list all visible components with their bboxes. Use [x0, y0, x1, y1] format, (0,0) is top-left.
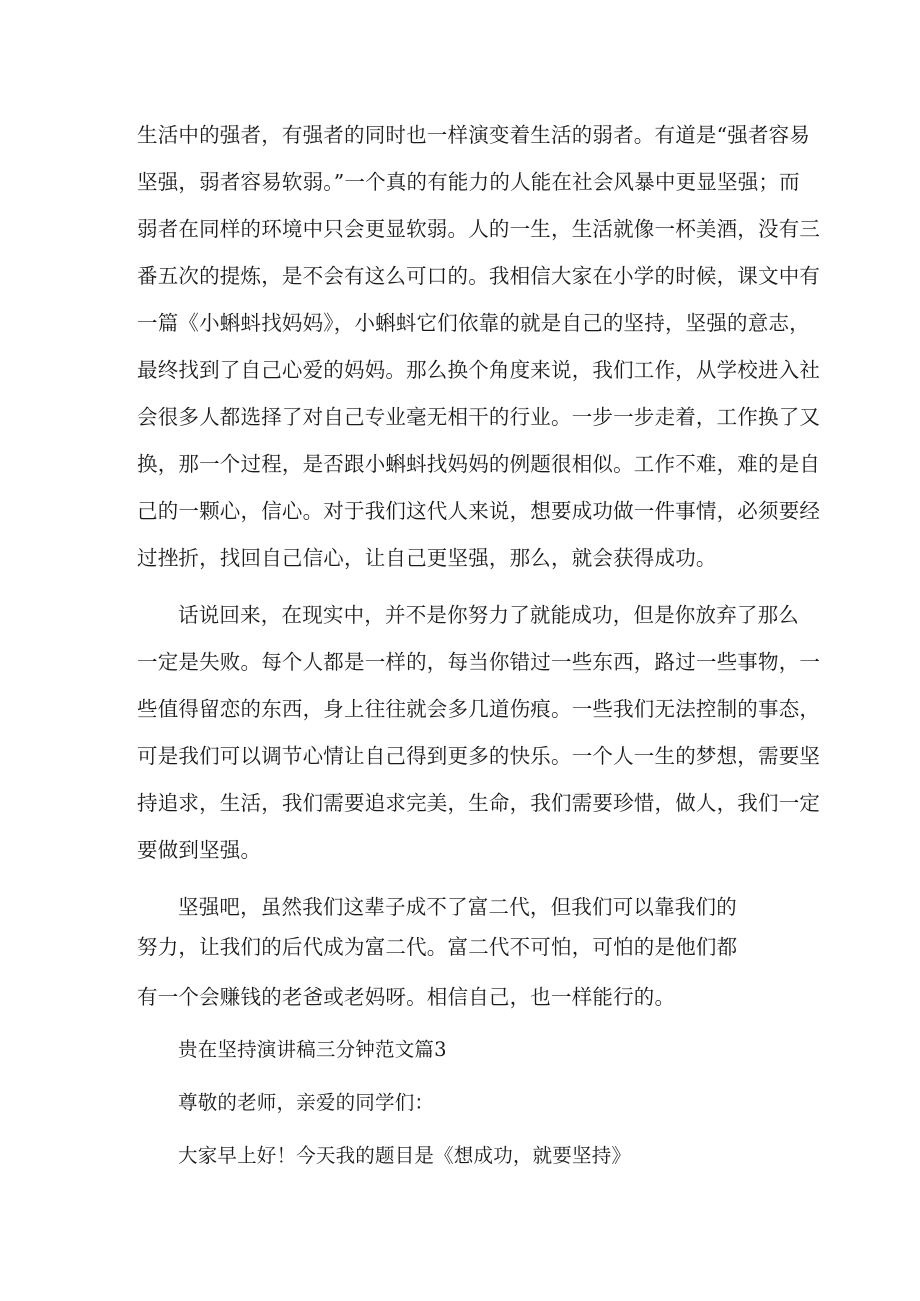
text-line: 会很多人都选择了对自己专业毫无相干的行业。一步一步走着，工作换了又 — [137, 405, 821, 429]
text-line: 一定是失败。每个人都是一样的，每当你错过一些东西，路过一些事物，一 — [137, 650, 821, 674]
text-line: 些值得留恋的东西，身上往往就会多几道伤痕。一些我们无法控制的事态， — [137, 697, 821, 721]
text-line: 可是我们可以调节心情让自己得到更多的快乐。一个人一生的梦想，需要坚 — [137, 744, 821, 768]
text-line: 生活中的强者，有强者的同时也一样演变着生活的弱者。有道是“强者容易 — [137, 123, 811, 147]
text-line: 番五次的提炼，是不会有这么可口的。我相信大家在小学的时候，课文中有 — [137, 264, 821, 288]
salutation: 尊敬的老师，亲爱的同学们： — [178, 1091, 435, 1114]
text-line: 己的一颗心，信心。对于我们这代人来说，想要成功做一件事情，必须要经 — [137, 499, 821, 523]
text-line: 有一个会赚钱的老爸或老妈呀。相信自己，也一样能行的。 — [137, 985, 676, 1009]
text-line: 最终找到了自己心爱的妈妈。那么换个角度来说，我们工作，从学校进入社 — [137, 358, 821, 382]
text-line: 坚强，弱者容易软弱。”一个真的有能力的人能在社会风暴中更显坚强；而 — [137, 170, 800, 194]
text-line: 持追求，生活，我们需要追求完美，生命，我们需要珍惜，做人，我们一定 — [137, 791, 821, 815]
text-line: 努力，让我们的后代成为富二代。富二代不可怕，可怕的是他们都 — [137, 935, 738, 959]
text-line: 坚强吧，虽然我们这辈子成不了富二代，但我们可以靠我们的 — [178, 895, 737, 919]
text-line: 弱者在同样的环境中只会更显软弱。人的一生，生活就像一杯美酒，没有三 — [137, 217, 821, 241]
opening-line: 大家早上好！今天我的题目是《想成功，就要坚持》 — [178, 1144, 632, 1167]
text-line: 换，那一个过程，是否跟小蝌蚪找妈妈的例题很相似。工作不难，难的是自 — [137, 452, 821, 476]
text-line: 过挫折，找回自己信心，让自己更坚强，那么，就会获得成功。 — [137, 546, 717, 570]
text-line: 一篇《小蝌蚪找妈妈》，小蝌蚪它们依靠的就是自己的坚持，坚强的意志， — [137, 311, 810, 335]
text-line: 话说回来，在现实中，并不是你努力了就能成功，但是你放弃了那么 — [178, 603, 799, 627]
section-title: 贵在坚持演讲稿三分钟范文篇3 — [178, 1038, 447, 1061]
text-line: 要做到坚强。 — [137, 838, 262, 862]
